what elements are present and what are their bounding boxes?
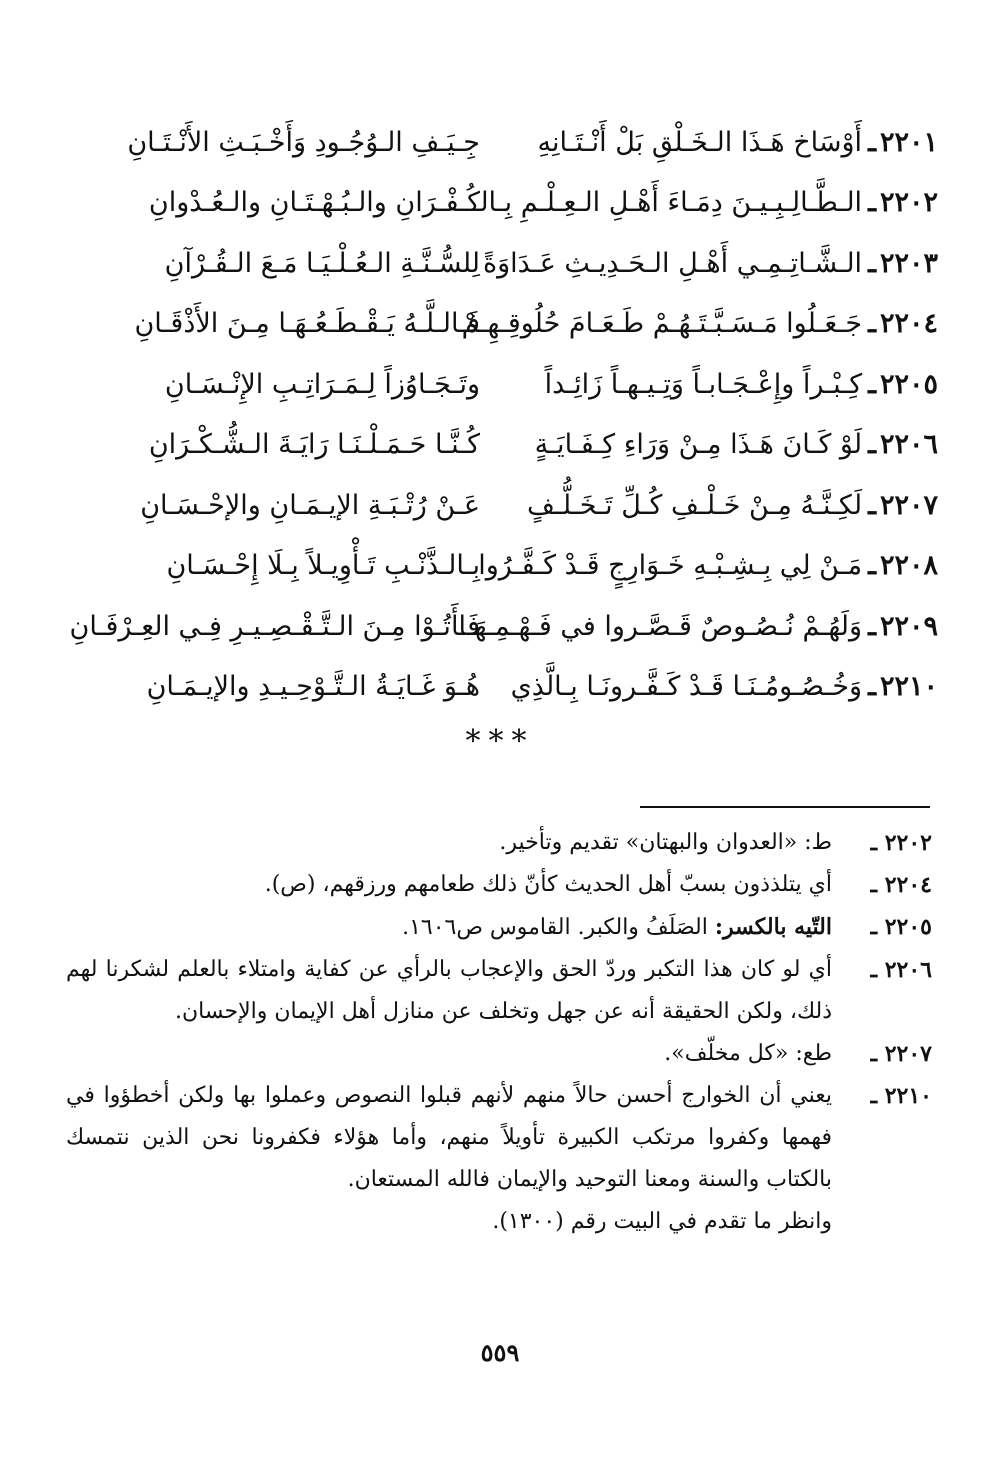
- verse-list: [60, 112, 938, 717]
- page-number: ٥٥٩: [480, 1338, 520, 1367]
- footnote-text: طع: «كل مخلّف».: [664, 1041, 832, 1066]
- verse-row: [60, 536, 938, 597]
- verse-second-hemistich: عَـنْ رُتْـبَـةِ الإيـمَـانِ والإحْـسَـانِ: [140, 489, 480, 521]
- footnote-number: ٢٢٠٧ ـ: [870, 1041, 932, 1067]
- footnote-item: [66, 906, 932, 949]
- verse-dash: ـ: [868, 308, 876, 340]
- verse-second-hemistich: وتَـجَـاوُزاً لِـمَـرَاتِـبِ الإِنْـسَـانِ: [164, 368, 480, 400]
- verse-second-hemistich: جِـيَـفِ الـوُجُـودِ وَأَخْـبَـثِ الأَنْـتَـانِ: [127, 126, 480, 158]
- verse-row: [60, 294, 938, 355]
- verse-number: ٢٢٠١: [879, 126, 938, 158]
- verse-first-hemistich: [472, 187, 938, 219]
- verse-first-text: الـشَّـاتِـمِـي أَهْـلِ الـحَـدِيـثِ عَـدَاوَةً: [482, 247, 863, 279]
- verse-first-hemistich: [508, 369, 938, 400]
- verse-number: ٢٢٠٦: [879, 429, 938, 461]
- footnote-item: [66, 822, 932, 864]
- footnote-term: التّيه بالكسر:: [714, 914, 832, 940]
- footnote-item: [66, 1075, 932, 1201]
- footnotes: [66, 822, 932, 1243]
- footnote-item: [66, 864, 932, 906]
- verse-dash: ـ: [868, 247, 876, 279]
- verse-second-hemistich: كُـنَّـا حَـمَـلْـنَـا رَايَـةَ الـشُّـكْـرَانِ: [148, 429, 480, 461]
- footnote-text: أي يتلذذون بسبّ أهل الحديث كأنّ ذلك طعامهم ورزقهم، (ص).: [264, 872, 832, 897]
- footnote-number: ٢٢٠٢ ـ: [870, 830, 932, 856]
- verse-number: ٢٢١٠: [879, 671, 938, 703]
- verse-dash: ـ: [868, 489, 876, 521]
- verse-second-hemistich: لِلسُّـنَّـةِ الـعُـلْـيَـا مَـعَ الـقُـرْآنِ: [164, 247, 480, 279]
- footnote-number: ٢٢٠٦ ـ: [870, 957, 932, 983]
- verse-first-text: وَلَهُـمْ نُـصُـوصٌ قَـصَّـروا في فَـهْـمِـهَـا: [458, 610, 863, 642]
- verse-number: ٢٢٠٨: [879, 550, 938, 582]
- verse-first-hemistich: [508, 429, 938, 460]
- footnote-text: التّيه بالكسر: الصَلَفُ والكبر. القاموس ص١٦٠٦.: [402, 914, 832, 940]
- verse-first-hemistich: [461, 308, 938, 340]
- footnote-number: ٢٢٠٥ ـ: [870, 914, 932, 940]
- footnote-continuation: وانظر ما تقدم في البيت رقم (١٣٠٠).: [492, 1209, 832, 1234]
- section-separator-stars: ***: [465, 724, 535, 759]
- verse-number: ٢٢٠٧: [879, 489, 938, 521]
- verse-second-hemistich: فَـالـلَّـهُ يَـقْـطَـعُـهَـا مِـنَ الأَذْقَـانِ: [134, 308, 480, 340]
- verse-first-hemistich: [478, 550, 938, 582]
- verse-row: [60, 596, 938, 657]
- verse-first-text: كِـبْـراً وإِعْـجَـابـاً وَتِـيـهـاً زَائِـداً: [544, 368, 863, 400]
- verse-first-hemistich: [458, 610, 938, 642]
- verse-first-text: لَوْ كَـانَ هَـذَا مِـنْ وَرَاءِ كِـفَـايَـةٍ: [534, 429, 863, 461]
- verse-number: ٢٢٠٥: [879, 368, 938, 400]
- verse-first-hemistich: [508, 490, 938, 521]
- verse-dash: ـ: [868, 368, 876, 400]
- verse-dash: ـ: [868, 671, 876, 703]
- verse-first-text: وَخُـصُـومُـنَـا قَـدْ كَـفَّـرونَـا بِـالَّذِي: [510, 671, 863, 703]
- verse-number: ٢٢٠٤: [879, 308, 938, 340]
- verse-second-hemistich: هُـوَ غَـايَـةُ الـتَّـوْحِـيـدِ والإيـمَـانِ: [146, 671, 480, 703]
- verse-first-text: لَكِـنَّـهُ مِـنْ خَـلْـفِ كُـلِّ تَـخَـلُّـفٍ: [527, 489, 863, 521]
- verse-row: [60, 233, 938, 294]
- footnote-number: ٢٢١٠ ـ: [870, 1083, 932, 1109]
- footnote-text: يعني أن الخوارج أحسن حالاً منهم لأنهم قبلوا النصوص وعملوا بها ولكن أخطؤوا في فهمها وكفروا مرتكب الكبيرة تأويلاً منهم، وأما هؤلاء فكفرونا نحن الذين نتمسك بالكتاب والسنة ومعنا التوحيد والإيمان فالله المستعان.: [66, 1083, 832, 1192]
- verse-number: ٢٢٠٩: [879, 610, 938, 642]
- verse-first-text: الـطَّـالِـبِـيـنَ دِمَـاءَ أَهْـلِ الـعِـلْـمِ بِـالـ: [472, 187, 863, 219]
- verse-number: ٢٢٠٢: [879, 187, 938, 219]
- verse-first-text: مَـنْ لِي بِـشِـبْـهِ خَـوَارِجٍ قَـدْ كَـفَّـرُوا: [478, 550, 863, 582]
- verse-second-hemistich: كُـفْـرَانِ والـبُـهْـتَـانِ والـعُـدْوانِ: [148, 187, 480, 219]
- verse-dash: ـ: [868, 429, 876, 461]
- footnote-divider: [640, 806, 930, 808]
- verse-row: [60, 657, 938, 718]
- verse-row: [60, 354, 938, 415]
- footnote-number: ٢٢٠٤ ـ: [870, 872, 932, 898]
- verse-dash: ـ: [868, 610, 876, 642]
- verse-dash: ـ: [868, 550, 876, 582]
- verse-second-hemistich: فَـأَتُـوْا مِـنَ الـتَّـقْـصِـيـرِ فِـي العِـرْفَـانِ: [69, 610, 480, 642]
- verse-first-hemistich: [482, 247, 938, 279]
- footnote-item: [66, 949, 932, 1033]
- verse-second-hemistich: بِـالـذَّنْـبِ تَـأْوِيـلاً بِـلَا إِحْـسَـانِ: [166, 550, 480, 582]
- verse-dash: ـ: [868, 126, 876, 158]
- verse-row: [60, 173, 938, 234]
- verse-first-hemistich: [508, 127, 938, 158]
- verse-row: [60, 475, 938, 536]
- verse-row: [60, 112, 938, 173]
- footnote-item: [66, 1033, 932, 1075]
- verse-first-text: جَـعَـلُوا مَـسَـبَّـتَـهُـمْ طَـعَـامَ حُلُوقِـهِـمْ: [461, 308, 863, 340]
- footnote-text: ط: «العدوان والبهتان» تقديم وتأخير.: [499, 830, 832, 855]
- verse-number: ٢٢٠٣: [879, 247, 938, 279]
- verse-first-text: أَوْسَاخ هَـذَا الـخَـلْقِ بَلْ أَنْـتَـانِهِ: [537, 126, 863, 158]
- footnote-text: أي لو كان هذا التكبر وردّ الحق والإعجاب بالرأي عن كفاية وامتلاء بالعلم لشكرنا لهم ذلك، ولكن الحقيقة أنه عن جهل وتخلف عن منازل أهل الإيمان والإحسان.: [66, 957, 832, 1024]
- verse-row: [60, 415, 938, 476]
- verse-dash: ـ: [868, 187, 876, 219]
- verse-first-hemistich: [508, 671, 938, 702]
